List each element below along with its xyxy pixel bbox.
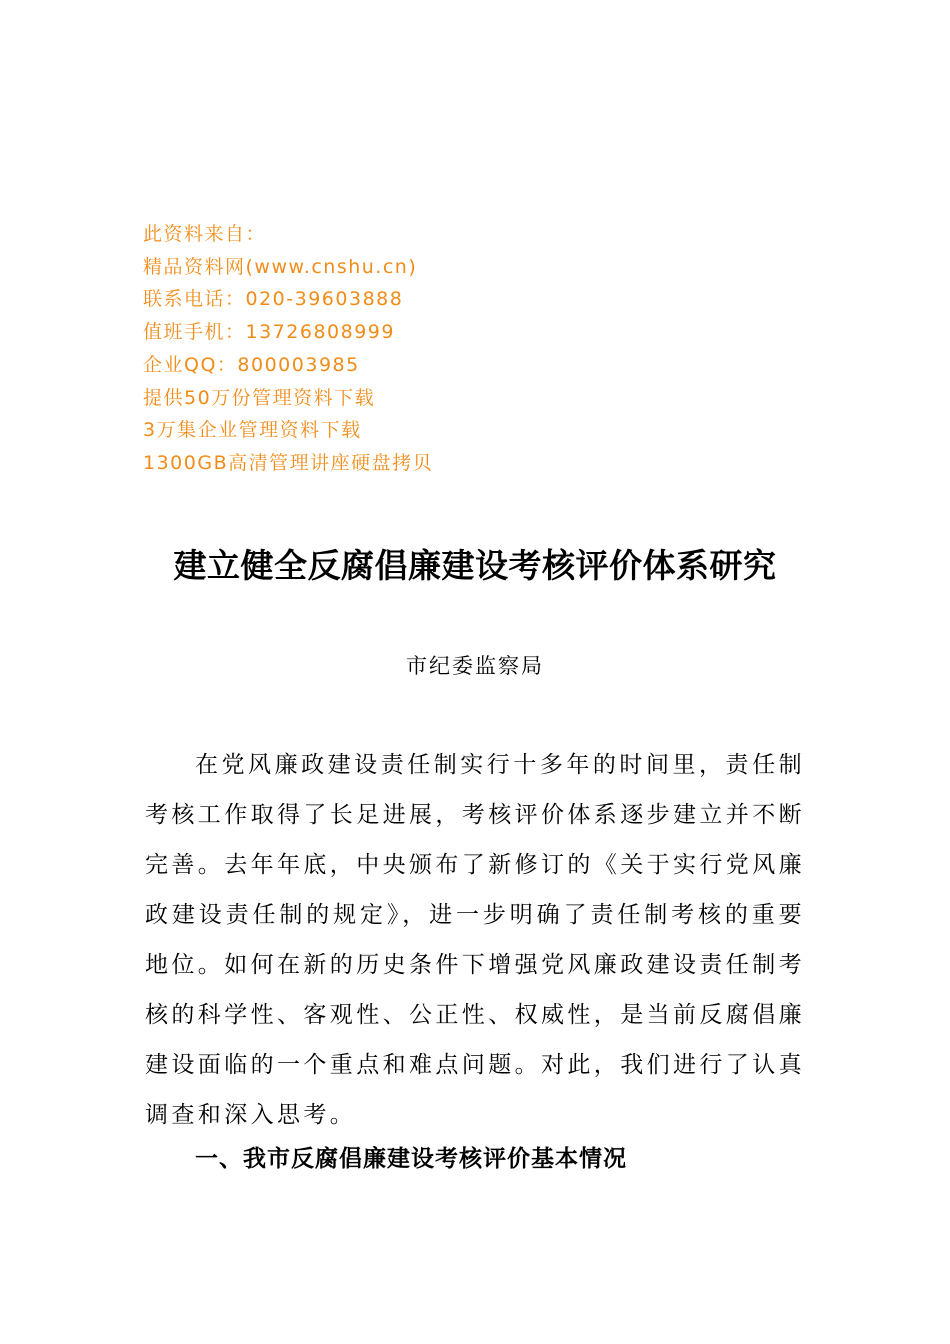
source-line-offer-1: 提供50万份管理资料下载 [143, 386, 376, 409]
source-line-phone: 联系电话：020-39603888 [143, 288, 404, 311]
source-info-block [143, 218, 663, 480]
source-line-offer-2: 3万集企业管理资料下载 [143, 419, 362, 442]
source-line-offer-3: 1300GB高清管理讲座硬盘拷贝 [143, 451, 434, 474]
document-author: 市纪委监察局 [406, 654, 544, 678]
source-line-origin: 此资料来自： [143, 223, 267, 245]
document-title: 建立健全反腐倡廉建设考核评价体系研究 [173, 546, 777, 585]
source-line-mobile: 值班手机：13726808999 [143, 321, 395, 344]
body-paragraph: 在党风廉政建设责任制实行十多年的时间里，责任制考核工作取得了长足进展，考核评价体系逐步建立并不断完善。去年年底，中央颁布了新修订的《关于实行党风廉政建设责任制的规定》，进一步明确了责任制考核的重要地位。如何在新的历史条件下增强党风廉政建设责任制考核的科学性、客观性、公正性、权威性，是当前反腐倡廉建设面临的一个重点和难点问题。对此，我们进行了认真调查和深入思考。 [145, 752, 805, 1128]
source-line-website: 精品资料网(www.cnshu.cn) [143, 255, 418, 278]
section-heading: 一、我市反腐倡廉建设考核评价基本情况 [195, 1146, 627, 1172]
source-line-qq: 企业QQ：800003985 [143, 353, 360, 376]
